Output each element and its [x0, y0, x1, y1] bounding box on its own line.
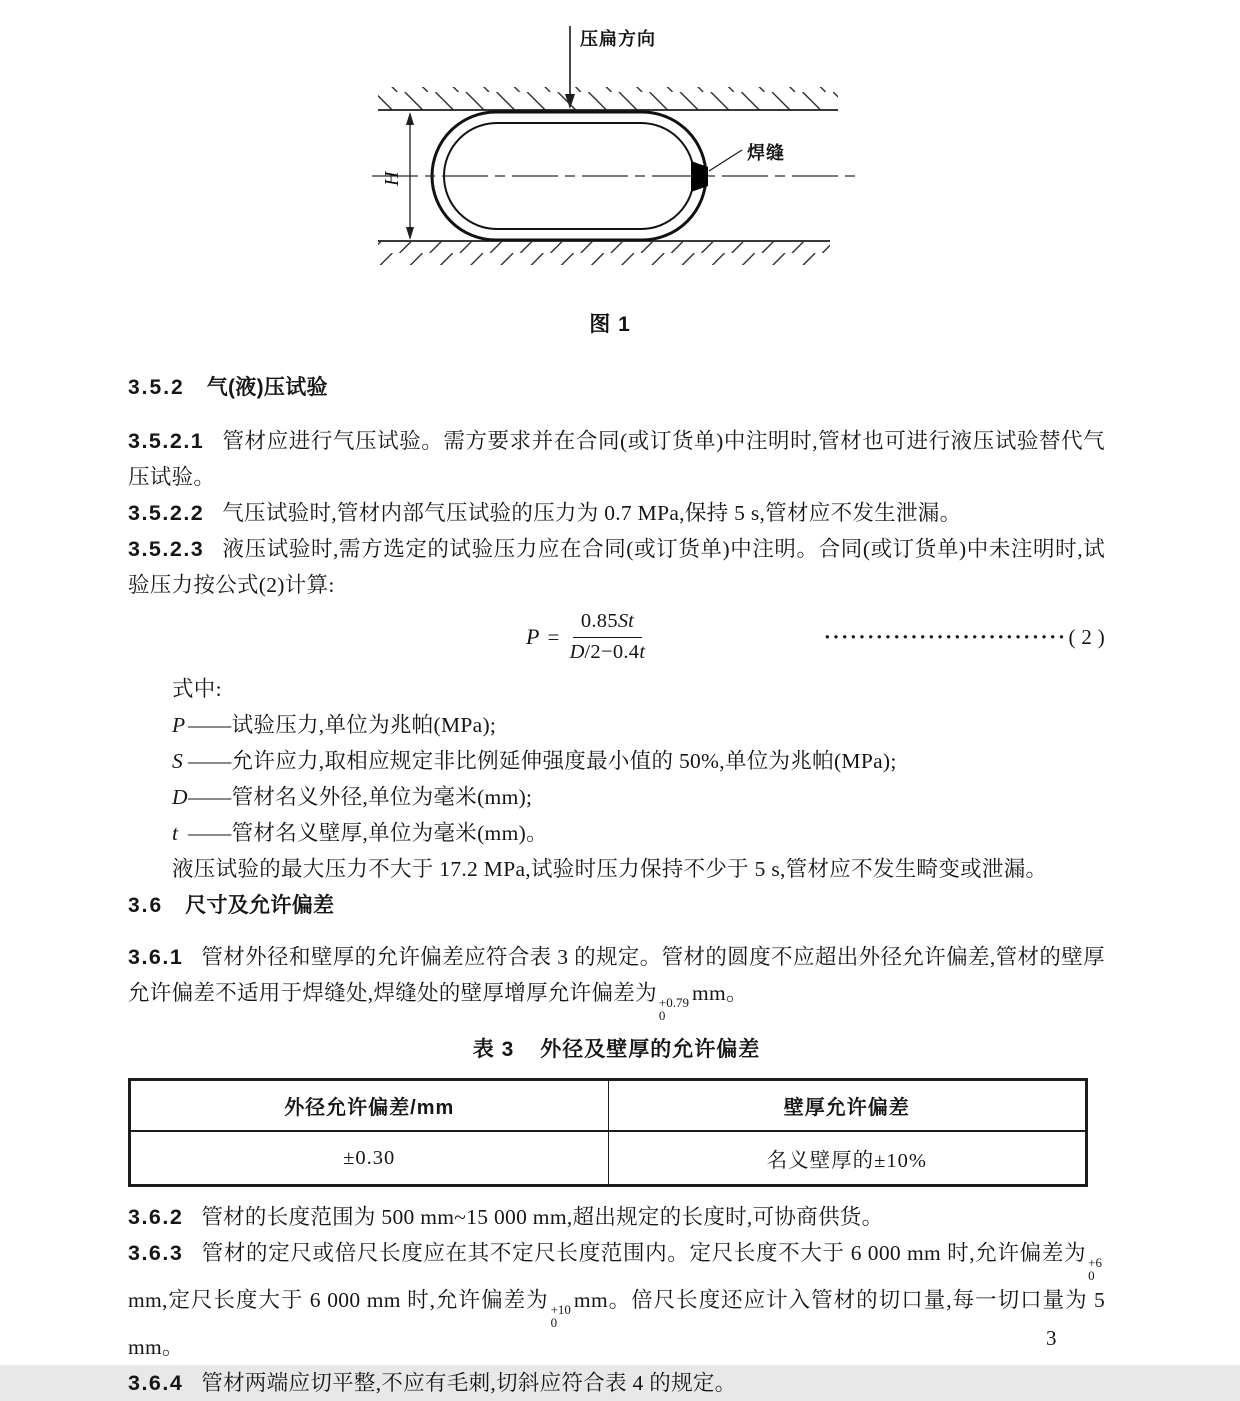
tolerance-value-2: +10 0	[550, 1302, 571, 1330]
section-number: 3.6	[128, 894, 164, 917]
para-3-6-2	[128, 1199, 1105, 1235]
section-3-6-heading	[128, 888, 1105, 924]
clause-text: mm,定尺长度大于 6 000 mm 时,允许偏差为	[128, 1288, 549, 1312]
where-item-D	[128, 779, 1105, 815]
clause-text: 液压试验时,需方选定的试验压力应在合同(或订货单)中注明。合同(或订货单)中未注明时,试验压力按公式(2)计算:	[128, 537, 1105, 597]
dash: ——	[188, 821, 232, 845]
figure-1	[0, 0, 1240, 348]
where-intro: 式中:	[172, 677, 222, 701]
dash: ——	[188, 749, 232, 773]
symbol: P	[172, 713, 186, 737]
clause-number: 3.6.4	[128, 1371, 184, 1395]
definition: 管材名义壁厚,单位为毫米(mm)。	[231, 821, 548, 845]
clause-text: mm。倍尺长度还应计入管材的切口量,每一切口量为 5 mm。	[128, 1288, 1106, 1359]
page-number: 3	[1046, 1326, 1057, 1350]
clause-number: 3.5.2.1	[128, 429, 205, 453]
height-label: H	[381, 170, 403, 186]
formula-dot-leader: ····························	[823, 624, 1067, 649]
cell-od-tolerance: ±0.30	[130, 1131, 609, 1186]
table-label: 表 3	[472, 1038, 515, 1061]
dash: ——	[188, 785, 232, 809]
clause-number: 3.5.2.2	[128, 501, 205, 525]
clause-number: 3.6.1	[128, 945, 184, 969]
formula-fraction	[568, 609, 647, 665]
where-item-t	[128, 815, 1105, 851]
table-row	[130, 1131, 1087, 1186]
dash: ——	[188, 713, 232, 737]
formula-number: ( 2 )	[1068, 624, 1105, 649]
clause-text: 管材外径和壁厚的允许偏差应符合表 3 的规定。管材的圆度不应超出外径允许偏差,管材的壁厚允许偏差不适用于焊缝处,焊缝处的壁厚增厚允许偏差为	[128, 945, 1105, 1005]
top-plate	[378, 87, 838, 110]
flattening-test-diagram	[0, 0, 1240, 348]
clause-text: 管材的长度范围为 500 mm~15 000 mm,超出规定的长度时,可协商供货。	[201, 1205, 884, 1229]
section-title: 尺寸及允许偏差	[185, 894, 335, 917]
clause-number: 3.6.2	[128, 1205, 184, 1229]
para-3-5-2-3	[128, 531, 1105, 603]
definition: 允许应力,取相应规定非比例延伸强度最小值的 50%,单位为兆帕(MPa);	[231, 749, 897, 773]
section-number: 3.5.2	[128, 376, 185, 399]
table-3-title	[128, 1036, 1105, 1064]
where-item-P	[128, 707, 1105, 743]
hydro-test-note: 液压试验的最大压力不大于 17.2 MPa,试验时压力保持不少于 5 s,管材应不发生畸变或泄漏。	[172, 857, 1048, 881]
section-3-5-2-heading	[128, 370, 1105, 406]
table-title-text: 外径及壁厚的允许偏差	[540, 1038, 761, 1061]
formula-lhs: P	[526, 624, 540, 649]
definition: 试验压力,单位为兆帕(MPa);	[231, 713, 497, 737]
weld-label: 焊缝	[747, 143, 785, 163]
para-3-6-1	[128, 939, 1105, 1022]
clause-text: 管材的定尺或倍尺长度应在其不定尺长度范围内。定尺长度不大于 6 000 mm 时,允许偏差为	[201, 1241, 1087, 1265]
table-header-row	[130, 1080, 1087, 1132]
figure-caption: 图 1	[589, 313, 631, 336]
press-direction-label: 压扁方向	[580, 29, 656, 49]
clause-number: 3.5.2.3	[128, 537, 205, 561]
clause-text: 管材应进行气压试验。需方要求并在合同(或订货单)中注明时,管材也可进行液压试验替代气压试验。	[128, 429, 1105, 489]
para-3-6-3	[128, 1235, 1105, 1365]
bottom-plate	[378, 241, 830, 265]
tolerance-value-1: +6 0	[1088, 1255, 1102, 1283]
col-header-od-tolerance: 外径允许偏差/mm	[130, 1080, 609, 1132]
section-title: 气(液)压试验	[206, 376, 328, 399]
cell-wall-tolerance: 名义壁厚的±10%	[608, 1131, 1087, 1186]
weld-leader-line	[709, 150, 742, 171]
symbol: t	[172, 821, 179, 845]
para-3-5-2-2	[128, 495, 1105, 531]
clause-text: 气压试验时,管材内部气压试验的压力为 0.7 MPa,保持 5 s,管材应不发生泄漏。	[222, 501, 962, 525]
table-3	[128, 1078, 1088, 1187]
tolerance-value: +0.79 0	[658, 995, 689, 1023]
para-3-5-2-1	[128, 423, 1105, 495]
symbol: D	[172, 785, 188, 809]
clause-number: 3.6.3	[128, 1241, 184, 1265]
fraction-denominator: D/2−0.4t	[569, 640, 646, 663]
para-3-6-4	[128, 1365, 1105, 1401]
definition: 管材名义外径,单位为毫米(mm);	[231, 785, 533, 809]
where-item-S	[128, 743, 1105, 779]
document-body	[128, 370, 1105, 1401]
equals-sign: =	[547, 624, 560, 649]
formula-2	[128, 605, 1105, 669]
symbol: S	[172, 749, 184, 773]
clause-text: 管材两端应切平整,不应有毛刺,切斜应符合表 4 的规定。	[201, 1371, 737, 1395]
col-header-wall-tolerance: 壁厚允许偏差	[608, 1080, 1087, 1132]
fraction-numerator: 0.85St	[573, 609, 642, 638]
clause-text: mm。	[691, 981, 748, 1005]
